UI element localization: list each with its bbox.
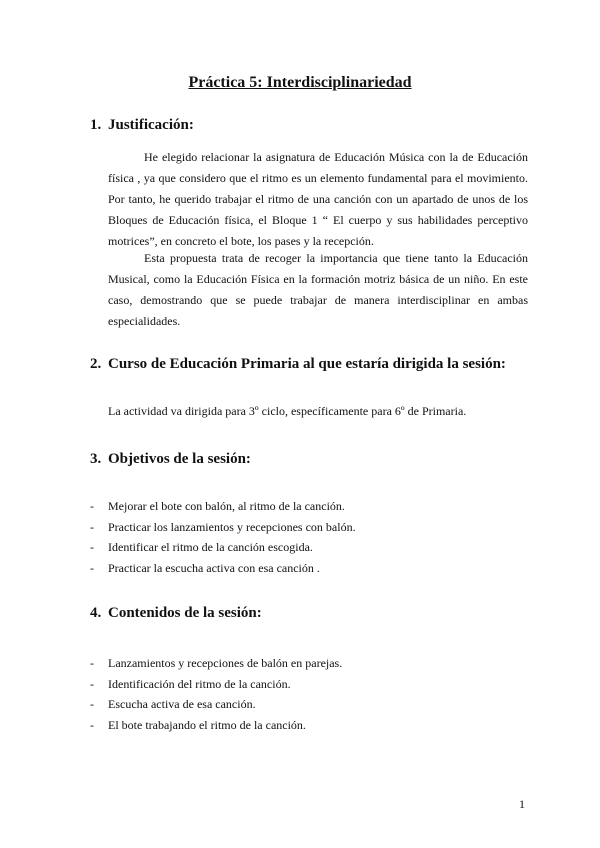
section-number: 3. bbox=[90, 451, 102, 467]
section-title: Objetivos de la sesión: bbox=[108, 451, 251, 467]
section-title: Curso de Educación Primaria al que estaría dirigida la sesión: bbox=[108, 356, 506, 372]
list-item bbox=[90, 674, 342, 695]
paragraph-text: He elegido relacionar la asignatura de Educación Música con la de Educación física , ya que considero que el ritmo es un elemento fundamental para el movimiento. Por tanto, he querido trabajar el ritmo de una canción con un apartado de unos de los Bloques de Educación física, el Bloque 1 “ El cuerpo y sus habilidades perceptivo motrices”, en concreto el bote, los pases y la recepción. bbox=[108, 150, 528, 248]
section-heading-contenidos bbox=[90, 605, 262, 622]
bullet-dash: - bbox=[90, 718, 94, 733]
bullet-dash: - bbox=[90, 676, 94, 691]
list-item-text: Escucha activa de esa canción. bbox=[108, 697, 256, 712]
list-item-text: Mejorar el bote con balón, al ritmo de la canción. bbox=[108, 499, 345, 513]
list-item-text: Practicar los lanzamientos y recepciones con balón. bbox=[108, 519, 356, 534]
bullet-dash: - bbox=[90, 697, 94, 712]
paragraph-text: Esta propuesta trata de recoger la importancia que tiene tanto la Educación Musical, como la Educación Física en la formación motriz básica de un niño. En este caso, demostrando que se puede trabajar de manera interdisciplinar en ambas especialidades. bbox=[108, 251, 528, 328]
list-item-text: Identificar el ritmo de la canción escogida. bbox=[108, 540, 313, 555]
section-heading-justificacion bbox=[90, 117, 194, 134]
section-heading-objetivos bbox=[90, 451, 251, 468]
bullet-dash: - bbox=[90, 499, 94, 513]
bullet-dash: - bbox=[90, 561, 94, 576]
justification-paragraph-1 bbox=[108, 147, 528, 252]
list-item-text: Identificación del ritmo de la canción. bbox=[108, 676, 291, 691]
list-item bbox=[90, 517, 356, 538]
objectives-list bbox=[90, 496, 356, 579]
list-item bbox=[90, 496, 356, 517]
section-number: 2. bbox=[90, 356, 102, 372]
section-heading-curso bbox=[90, 356, 506, 373]
section-number: 1. bbox=[90, 117, 102, 133]
bullet-dash: - bbox=[90, 656, 94, 670]
list-item bbox=[90, 715, 342, 736]
bullet-dash: - bbox=[90, 519, 94, 534]
list-item-text: Lanzamientos y recepciones de balón en parejas. bbox=[108, 656, 343, 670]
list-item-text: Practicar la escucha activa con esa canción . bbox=[108, 561, 320, 576]
section-number: 4. bbox=[90, 605, 102, 621]
contents-list bbox=[90, 653, 342, 736]
section-title: Contenidos de la sesión: bbox=[108, 605, 262, 621]
page-number: 1 bbox=[519, 797, 525, 811]
bullet-dash: - bbox=[90, 540, 94, 555]
document-title: Práctica 5: Interdisciplinariedad bbox=[188, 74, 412, 91]
list-item bbox=[90, 558, 356, 579]
list-item bbox=[90, 653, 342, 674]
section-title: Justificación: bbox=[108, 117, 194, 133]
list-item bbox=[90, 694, 342, 715]
justification-paragraph-2 bbox=[108, 248, 528, 332]
course-text: La actividad va dirigida para 3º ciclo, específicamente para 6º de Primaria. bbox=[108, 404, 467, 418]
list-item bbox=[90, 537, 356, 558]
list-item-text: El bote trabajando el ritmo de la canción. bbox=[108, 718, 306, 733]
